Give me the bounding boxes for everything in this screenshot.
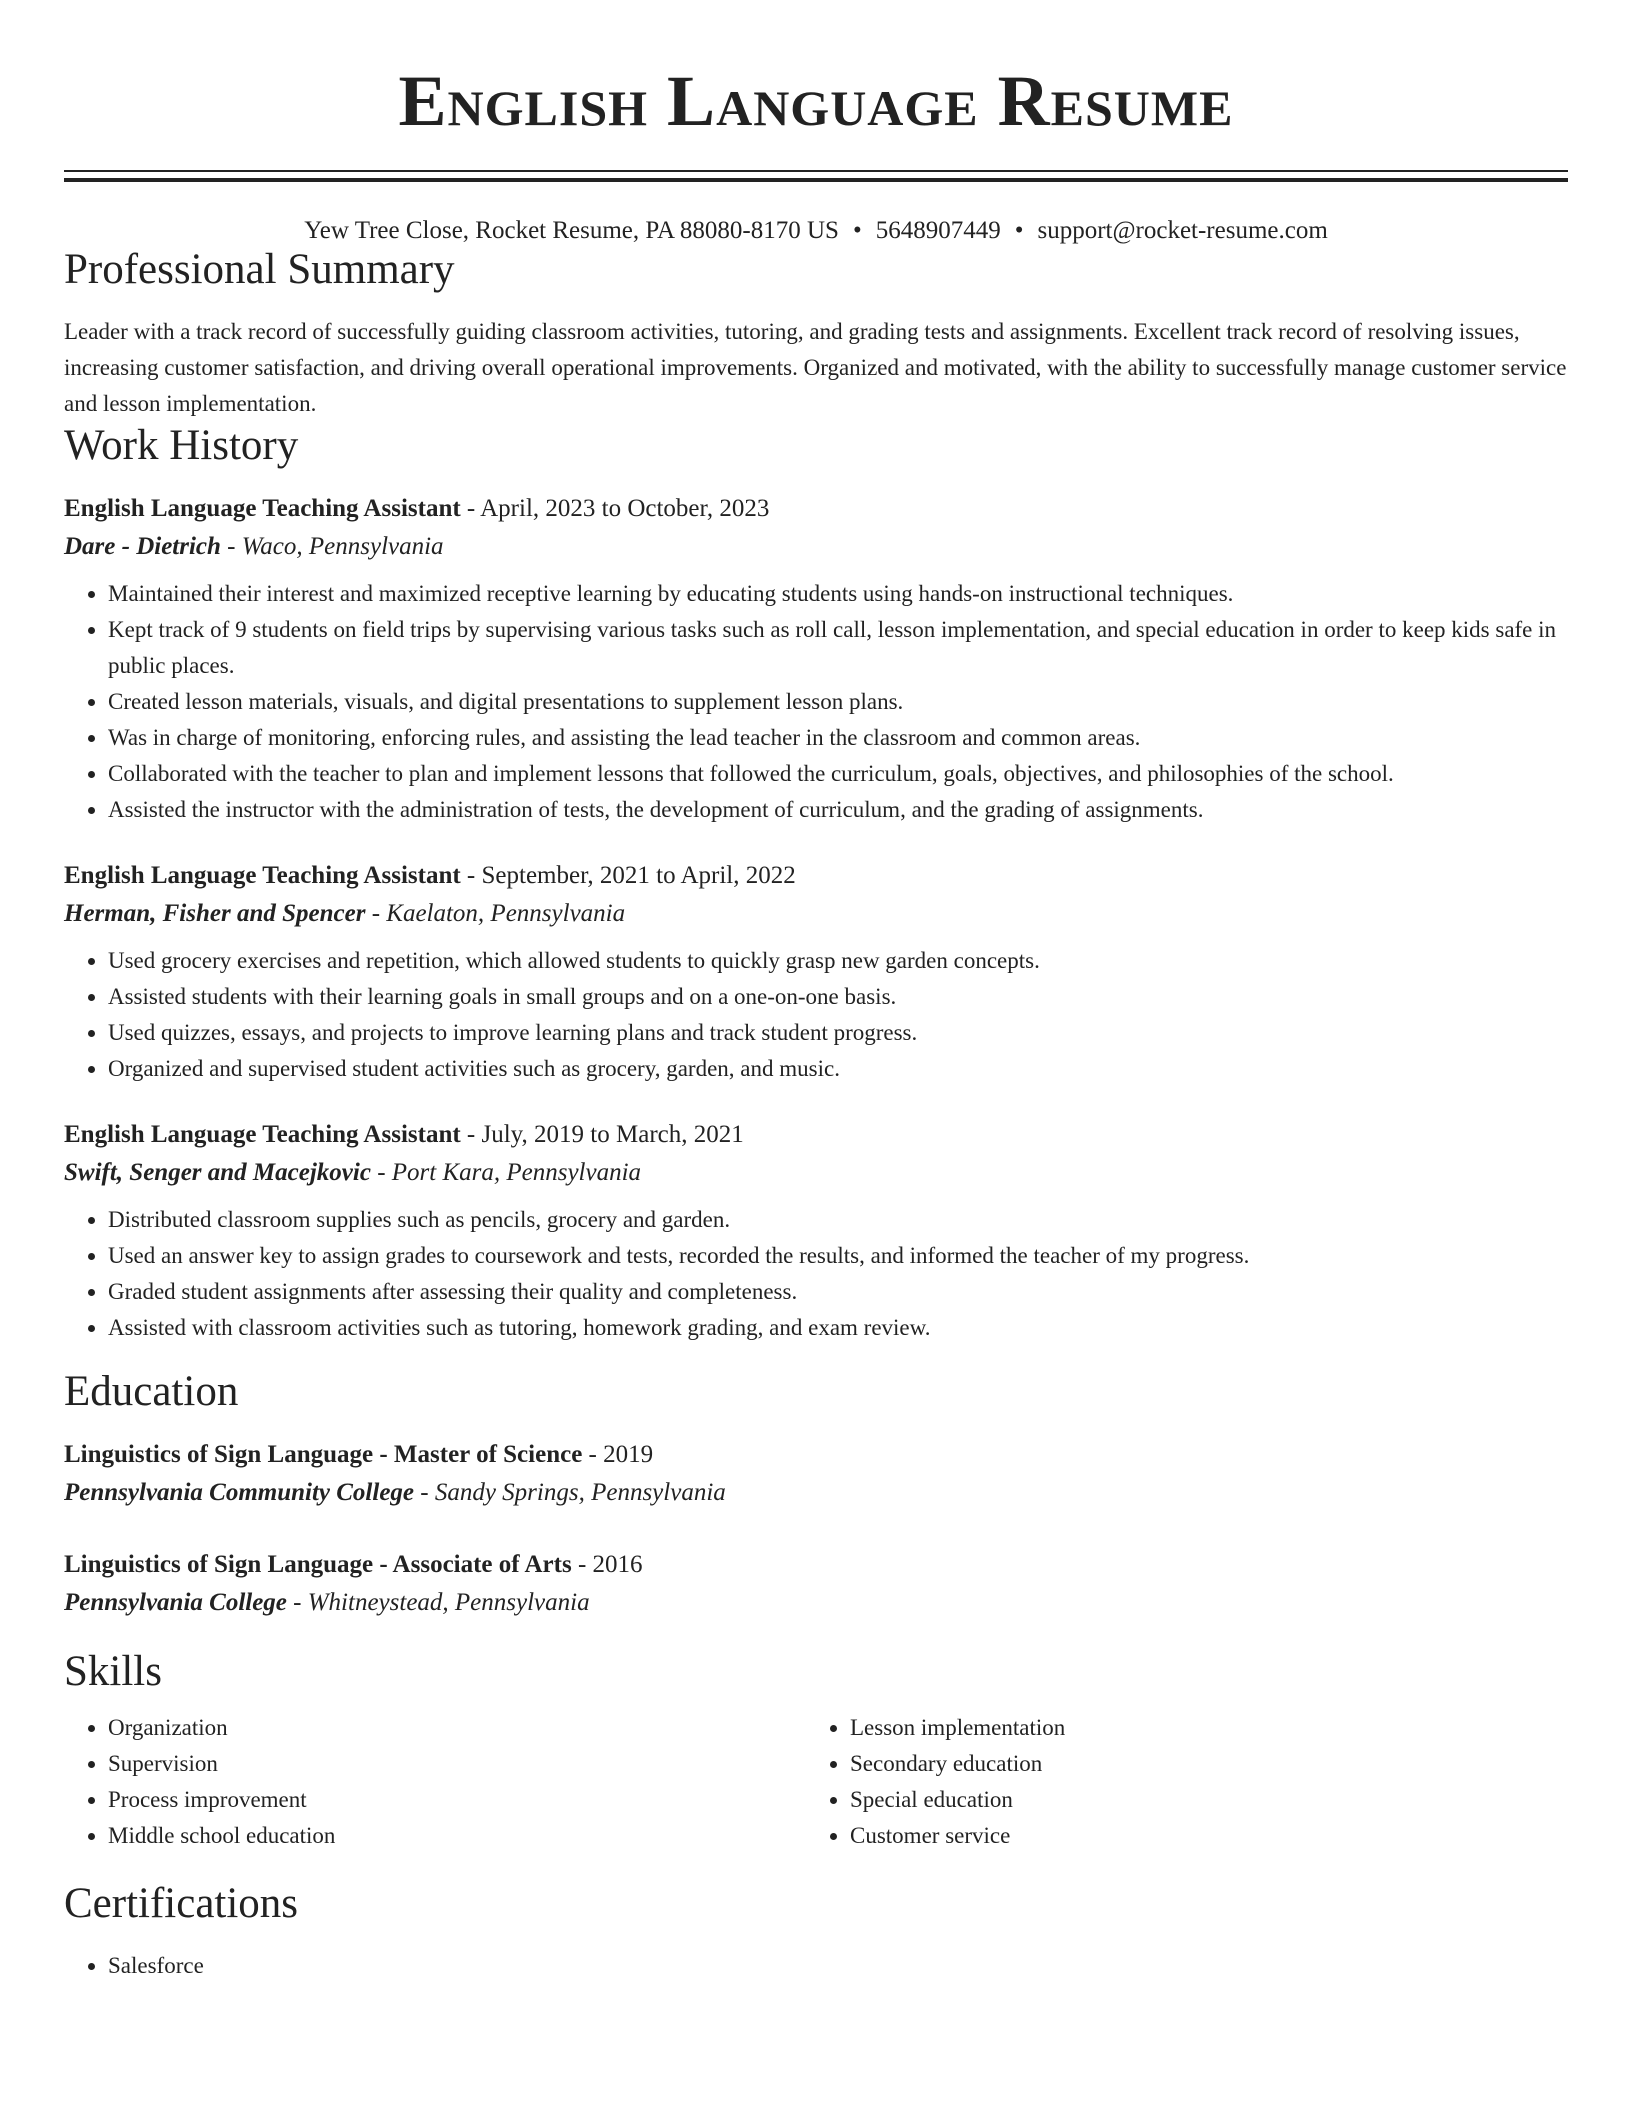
resume-page — [64, 0, 1568, 1984]
contact-email: support@rocket-resume.com — [1037, 217, 1328, 244]
job-dates: - July, 2019 to March, 2021 — [460, 1121, 744, 1148]
contact-separator: • — [1014, 217, 1024, 244]
list-item: • Process improvement — [108, 1782, 806, 1818]
job-company: Herman, Fisher and Spencer — [64, 900, 366, 927]
education-location: - Sandy Springs, Pennsylvania — [414, 1479, 726, 1506]
list-item: • Collaborated with the teacher to plan and implement lessons that followed the curriculum, goals, objectives, and philosophies of the school. — [108, 756, 1568, 792]
skills-column-left — [64, 1710, 806, 1854]
contact-line — [64, 216, 1568, 246]
education-entry — [64, 1546, 1568, 1622]
certifications-list — [64, 1948, 1568, 1984]
education-degree: Linguistics of Sign Language - Master of Science — [64, 1441, 583, 1468]
list-item: • Secondary education — [850, 1746, 1548, 1782]
job-title-line — [64, 857, 1568, 895]
list-item: • Used quizzes, essays, and projects to improve learning plans and track student progress. — [108, 1015, 1568, 1051]
section-heading-certifications: Certifications — [64, 1880, 299, 1927]
list-item: • Distributed classroom supplies such as pencils, grocery and garden. — [108, 1202, 1568, 1238]
job-title: English Language Teaching Assistant — [64, 1121, 461, 1148]
list-item: • Created lesson materials, visuals, and digital presentations to supplement lesson plans. — [108, 684, 1568, 720]
list-item: • Assisted the instructor with the administration of tests, the development of curriculum, and the grading of assignments. — [108, 792, 1568, 828]
job-entry — [64, 490, 1568, 828]
contact-phone: 5648907449 — [875, 217, 1001, 244]
job-bullets — [64, 576, 1568, 828]
list-item: • Supervision — [108, 1746, 806, 1782]
resume-title: English Language Resume — [398, 61, 1234, 141]
job-title: English Language Teaching Assistant — [64, 862, 461, 889]
job-company-line — [64, 1154, 1568, 1192]
job-location: - Waco, Pennsylvania — [220, 533, 444, 560]
list-item: • Organized and supervised student activities such as grocery, garden, and music. — [108, 1051, 1568, 1087]
job-company-line — [64, 895, 1568, 933]
job-bullets — [64, 943, 1568, 1087]
job-entry — [64, 1116, 1568, 1346]
list-item: • Assisted with classroom activities such as tutoring, homework grading, and exam review. — [108, 1310, 1568, 1346]
job-location: - Port Kara, Pennsylvania — [370, 1159, 642, 1186]
title-divider-thick — [64, 178, 1568, 182]
list-item: • Lesson implementation — [850, 1710, 1548, 1746]
list-item: • Used an answer key to assign grades to coursework and tests, recorded the results, and informed the teacher of my progress. — [108, 1238, 1568, 1274]
list-item: • Maintained their interest and maximized receptive learning by educating students using hands-on instructional techniques. — [108, 576, 1568, 612]
education-location: - Whitneystead, Pennsylvania — [286, 1589, 590, 1616]
list-item: • Was in charge of monitoring, enforcing rules, and assisting the lead teacher in the classroom and common areas. — [108, 720, 1568, 756]
education-school: Pennsylvania Community College — [64, 1479, 415, 1506]
education-degree-line — [64, 1546, 1568, 1584]
education-degree-line — [64, 1436, 1568, 1474]
list-item: • Graded student assignments after assessing their quality and completeness. — [108, 1274, 1568, 1310]
summary-text: Leader with a track record of successfully guiding classroom activities, tutoring, and grading tests and assignments. Excellent track record of resolving issues, increasing customer satisfaction, and driving overall operational improvements. Organized and motivated, with the ability to successfully manage customer service and lesson implementation. — [64, 319, 1567, 416]
job-title-line — [64, 490, 1568, 528]
education-year: - 2019 — [582, 1441, 654, 1468]
job-company: Dare - Dietrich — [64, 533, 221, 560]
education-degree: Linguistics of Sign Language - Associate of Arts — [64, 1551, 572, 1578]
job-company-line — [64, 528, 1568, 566]
list-item: • Kept track of 9 students on field trips by supervising various tasks such as roll call, lesson implementation, and special education in order to keep kids safe in public places. — [108, 612, 1568, 684]
education-entry — [64, 1436, 1568, 1512]
section-heading-skills: Skills — [64, 1648, 162, 1695]
job-bullets — [64, 1202, 1568, 1346]
contact-separator: • — [852, 217, 862, 244]
list-item: • Organization — [108, 1710, 806, 1746]
education-school: Pennsylvania College — [64, 1589, 287, 1616]
list-item: • Middle school education — [108, 1818, 806, 1854]
section-heading-education: Education — [64, 1368, 239, 1415]
contact-address: Yew Tree Close, Rocket Resume, PA 88080-8170 US — [304, 217, 839, 244]
education-year: - 2016 — [571, 1551, 643, 1578]
list-item: • Used grocery exercises and repetition, which allowed students to quickly grasp new garden concepts. — [108, 943, 1568, 979]
section-heading-work-history: Work History — [64, 422, 299, 469]
job-entry — [64, 857, 1568, 1087]
job-company: Swift, Senger and Macejkovic — [64, 1159, 371, 1186]
list-item: • Special education — [850, 1782, 1548, 1818]
job-dates: - April, 2023 to October, 2023 — [460, 495, 770, 522]
job-dates: - September, 2021 to April, 2022 — [460, 862, 796, 889]
job-title-line — [64, 1116, 1568, 1154]
list-item: • Customer service — [850, 1818, 1548, 1854]
section-heading-summary: Professional Summary — [64, 246, 455, 293]
job-location: - Kaelaton, Pennsylvania — [365, 900, 626, 927]
list-item: • Assisted students with their learning goals in small groups and on a one-on-one basis. — [108, 979, 1568, 1015]
education-school-line — [64, 1584, 1568, 1622]
list-item: • Salesforce — [108, 1948, 1568, 1984]
job-title: English Language Teaching Assistant — [64, 495, 461, 522]
skills-column-right — [806, 1710, 1548, 1854]
education-school-line — [64, 1474, 1568, 1512]
title-divider-thin — [64, 170, 1568, 172]
skills-grid — [64, 1710, 1568, 1854]
